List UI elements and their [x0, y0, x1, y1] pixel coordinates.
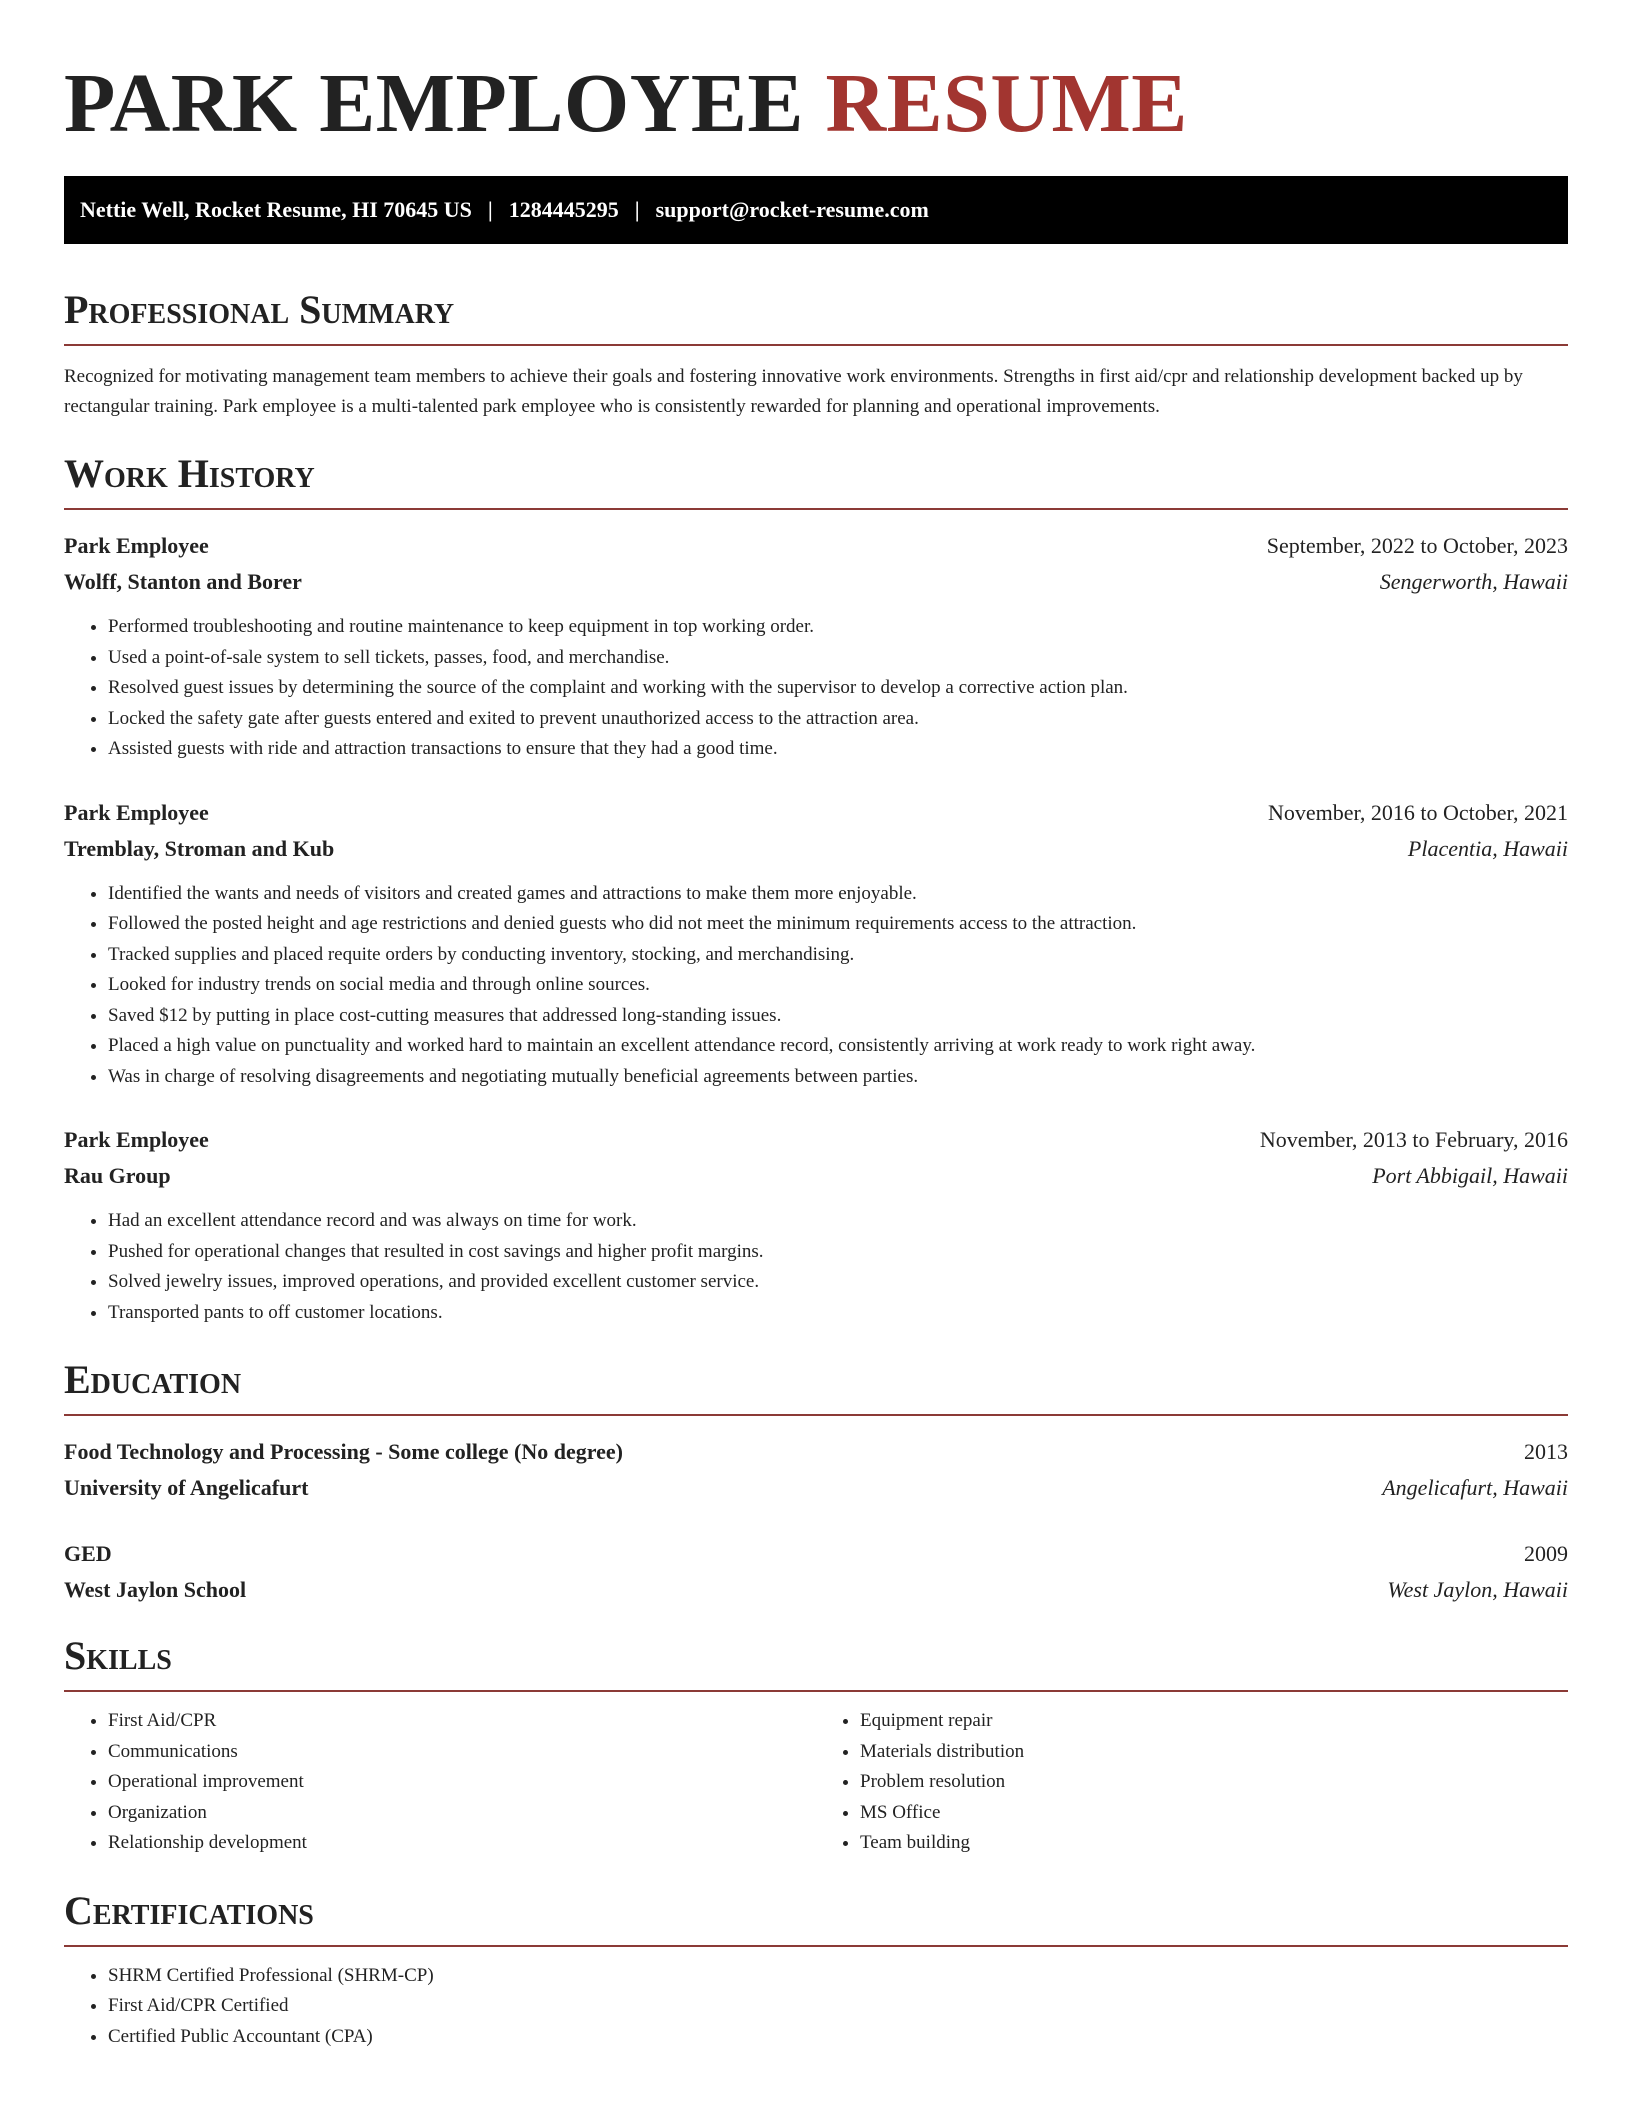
contact-bar — [64, 176, 1568, 244]
job-entry — [64, 1122, 1568, 1328]
skills-list-left — [64, 1706, 816, 1859]
job-title: Park Employee — [64, 1127, 209, 1152]
education-entry — [64, 1434, 1568, 1506]
job-dates: November, 2016 to October, 2021 — [1267, 799, 1568, 825]
list-item: • Used a point-of-sale system to sell tickets, passes, food, and merchandise. — [108, 643, 1568, 674]
education-year: 2013 — [1524, 1439, 1568, 1464]
summary-section — [64, 288, 1568, 422]
list-item: • First Aid/CPR Certified — [108, 1991, 1568, 2022]
education-school: University of Angelicafurt — [64, 1475, 309, 1500]
job-bullets — [64, 612, 1568, 765]
list-item: • MS Office — [860, 1798, 1568, 1829]
list-item: • Certified Public Accountant (CPA) — [108, 2022, 1568, 2053]
skills-list-right — [816, 1706, 1568, 1859]
job-dates: September, 2022 to October, 2023 — [1266, 533, 1568, 558]
summary-heading: Professional Summary — [64, 288, 1568, 346]
education-year: 2009 — [1524, 1541, 1568, 1566]
certifications-list — [64, 1961, 1568, 2053]
list-item: • Organization — [108, 1798, 816, 1829]
education-location: West Jaylon, Hawaii — [1387, 1577, 1568, 1602]
job-location: Port Abbigail, Hawaii — [1372, 1163, 1568, 1188]
skills-section — [64, 1634, 1568, 1859]
list-item: • Tracked supplies and placed requite orders by conducting inventory, stocking, and merchandising. — [108, 940, 1568, 971]
job-bullets — [64, 1206, 1568, 1328]
title-accent: RESUME — [825, 57, 1188, 150]
education-degree: Food Technology and Processing - Some college (No degree) — [64, 1439, 623, 1464]
education-location: Angelicafurt, Hawaii — [1382, 1475, 1568, 1500]
list-item: • SHRM Certified Professional (SHRM-CP) — [108, 1961, 1568, 1992]
list-item: • Followed the posted height and age restrictions and denied guests who did not meet the minimum requirements access to the attraction. — [108, 909, 1568, 940]
list-item: • Relationship development — [108, 1828, 816, 1859]
certifications-heading: Certifications — [64, 1889, 1568, 1947]
contact-phone: 1284445295 — [508, 197, 619, 222]
list-item: • Solved jewelry issues, improved operations, and provided excellent customer service. — [108, 1267, 1568, 1298]
job-dates: November, 2013 to February, 2016 — [1259, 1127, 1568, 1152]
certifications-section — [64, 1889, 1568, 2053]
job-location: Sengerworth, Hawaii — [1379, 569, 1568, 594]
job-company: Rau Group — [64, 1163, 171, 1188]
list-item: • Transported pants to off customer locations. — [108, 1298, 1568, 1329]
work-heading: Work History — [64, 452, 1568, 510]
list-item: • Looked for industry trends on social media and through online sources. — [108, 970, 1568, 1001]
list-item: • Placed a high value on punctuality and worked hard to maintain an excellent attendance record, consistently arriving at work ready to work right away. — [108, 1031, 1568, 1062]
job-title: Park Employee — [64, 799, 209, 825]
job-bullets — [64, 879, 1568, 1093]
job-company: Wolff, Stanton and Borer — [64, 569, 302, 594]
list-item: • Equipment repair — [860, 1706, 1568, 1737]
education-degree: GED — [64, 1541, 112, 1566]
list-item: • Communications — [108, 1737, 816, 1768]
education-heading: Education — [64, 1358, 1568, 1416]
job-company: Tremblay, Stroman and Kub — [64, 835, 335, 861]
education-school: West Jaylon School — [64, 1577, 247, 1602]
contact-email[interactable]: support@rocket-resume.com — [655, 197, 929, 222]
list-item: • Identified the wants and needs of visitors and created games and attractions to make them more enjoyable. — [108, 879, 1568, 910]
list-item: • Team building — [860, 1828, 1568, 1859]
title-main: PARK EMPLOYEE — [64, 57, 804, 150]
contact-separator: | — [487, 197, 493, 222]
list-item: • Had an excellent attendance record and was always on time for work. — [108, 1206, 1568, 1237]
skills-heading: Skills — [64, 1634, 1568, 1692]
resume-title — [64, 56, 1568, 152]
list-item: • Problem resolution — [860, 1767, 1568, 1798]
summary-text: Recognized for motivating management team members to achieve their goals and fostering innovative work environments. Strengths in first aid/cpr and relationship development backed up by rectangular training. Park employee is a multi-talented park employee who is consistently rewarded for planning and operational improvements. — [64, 366, 1523, 417]
work-section — [64, 452, 1568, 1328]
job-title: Park Employee — [64, 533, 209, 558]
skills-grid — [64, 1706, 1568, 1859]
list-item: • First Aid/CPR — [108, 1706, 816, 1737]
list-item: • Saved $12 by putting in place cost-cutting measures that addressed long-standing issues. — [108, 1001, 1568, 1032]
list-item: • Was in charge of resolving disagreements and negotiating mutually beneficial agreements between parties. — [108, 1062, 1568, 1093]
contact-separator: | — [634, 197, 640, 222]
job-location: Placentia, Hawaii — [1407, 835, 1568, 861]
list-item: • Operational improvement — [108, 1767, 816, 1798]
job-entry — [64, 528, 1568, 765]
list-item: • Performed troubleshooting and routine maintenance to keep equipment in top working order. — [108, 612, 1568, 643]
job-entry — [64, 795, 1568, 1093]
education-entry — [64, 1536, 1568, 1608]
list-item: • Materials distribution — [860, 1737, 1568, 1768]
education-section — [64, 1358, 1568, 1608]
contact-address: Nettie Well, Rocket Resume, HI 70645 US — [80, 197, 472, 222]
list-item: • Resolved guest issues by determining the source of the complaint and working with the supervisor to develop a corrective action plan. — [108, 673, 1568, 704]
list-item: • Locked the safety gate after guests entered and exited to prevent unauthorized access to the attraction area. — [108, 704, 1568, 735]
list-item: • Pushed for operational changes that resulted in cost savings and higher profit margins. — [108, 1237, 1568, 1268]
list-item: • Assisted guests with ride and attraction transactions to ensure that they had a good time. — [108, 734, 1568, 765]
